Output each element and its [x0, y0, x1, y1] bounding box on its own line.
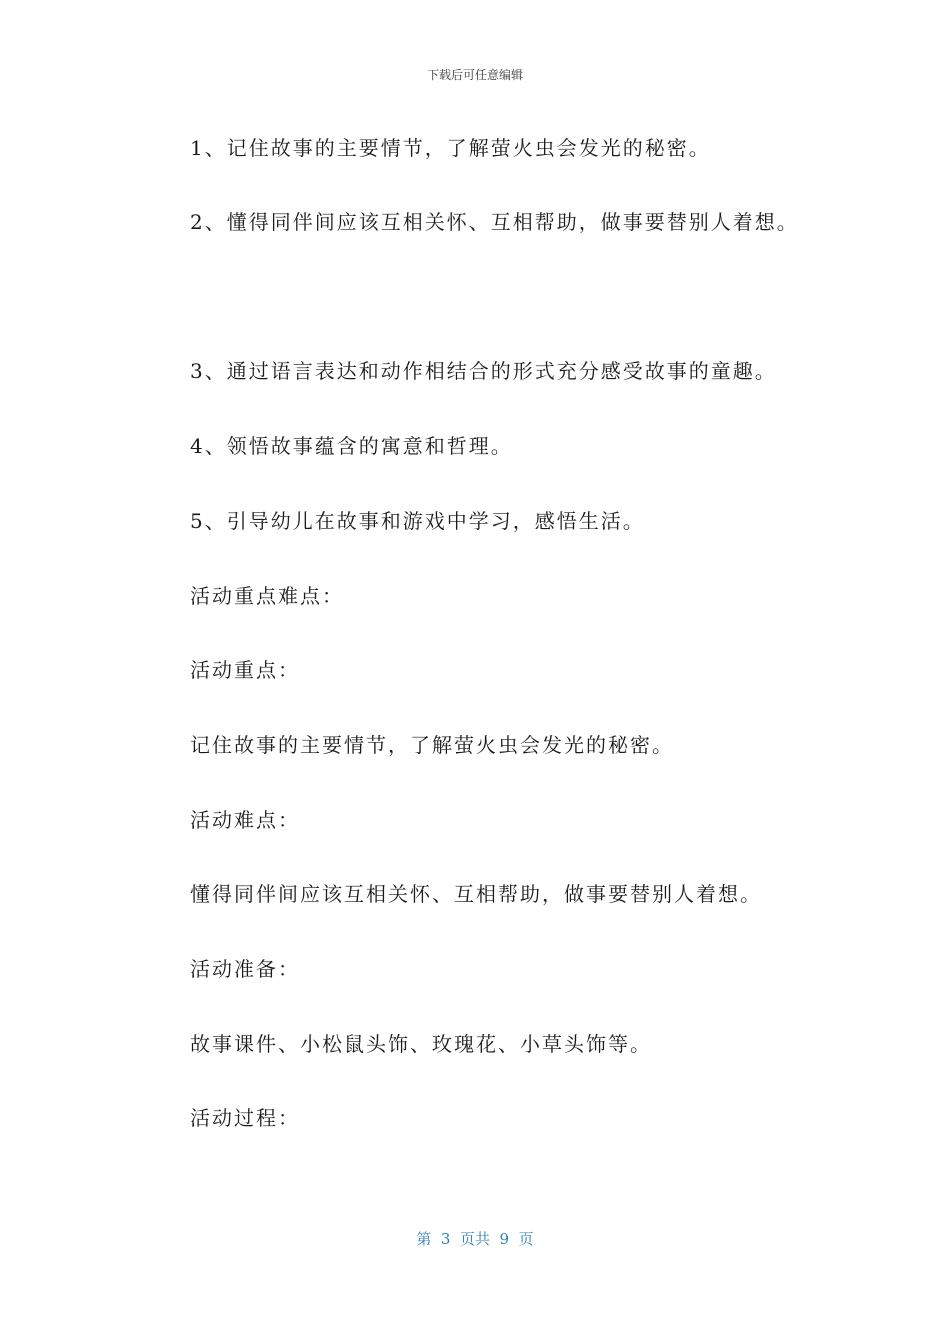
- section-heading-focus: 活动重点：: [190, 658, 300, 682]
- section-heading-process: 活动过程：: [190, 1106, 300, 1130]
- objective-5: 5、引导幼儿在故事和游戏中学习，感悟生活。: [190, 509, 645, 533]
- difficulty-text: 懂得同伴间应该互相关怀、互相帮助，做事要替别人着想。: [190, 882, 762, 906]
- section-heading-key-points: 活动重点难点：: [190, 584, 344, 608]
- page-number-footer: 第 3 页共 9 页: [416, 1230, 534, 1248]
- objective-1: 1、记住故事的主要情节，了解萤火虫会发光的秘密。: [190, 136, 711, 160]
- preparation-text: 故事课件、小松鼠头饰、玫瑰花、小草头饰等。: [190, 1032, 652, 1056]
- section-heading-difficulty: 活动难点：: [190, 808, 300, 832]
- section-heading-preparation: 活动准备：: [190, 957, 300, 981]
- objective-2: 2、懂得同伴间应该互相关怀、互相帮助，做事要替别人着想。: [190, 210, 799, 234]
- objective-4: 4、领悟故事蕴含的寓意和哲理。: [190, 434, 513, 458]
- objective-3: 3、通过语言表达和动作相结合的形式充分感受故事的童趣。: [190, 359, 777, 383]
- focus-text: 记住故事的主要情节，了解萤火虫会发光的秘密。: [190, 733, 674, 757]
- page-header: 下载后可任意编辑: [426, 68, 523, 82]
